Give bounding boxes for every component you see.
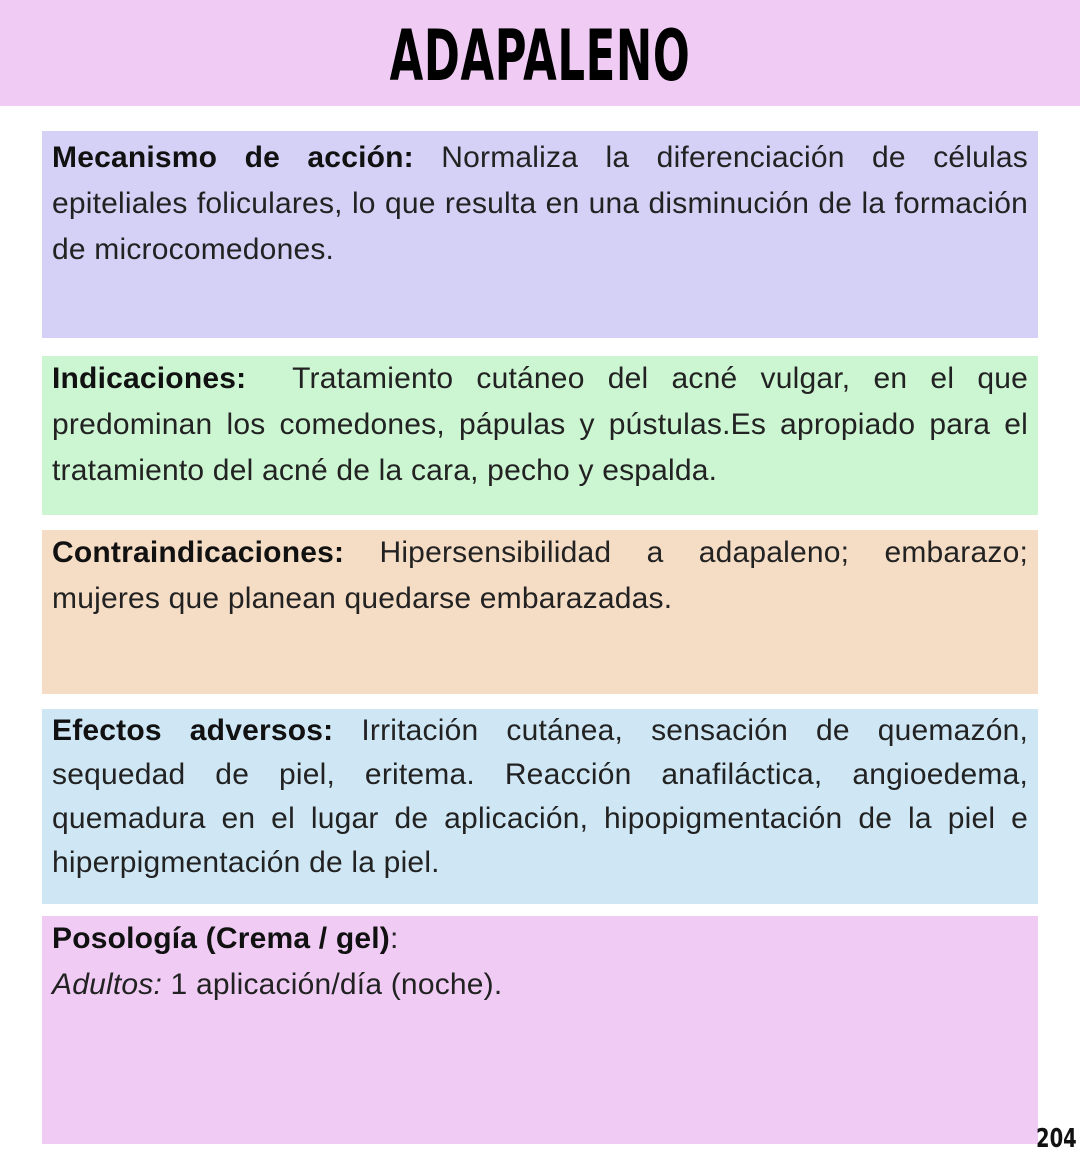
section-text: Tratamiento cutáneo del acné vulgar, en el que predominan los comedones, pápulas y pústulas.Es apropiado para el tratamiento del acné de la cara, pecho y espalda. <box>52 362 1037 487</box>
section-label: Posología (Crema / gel) <box>52 922 390 955</box>
section-label: Indicaciones: <box>52 362 247 395</box>
dose-text: 1 aplicación/día (noche). <box>162 968 503 1001</box>
dose-group: Adultos: <box>52 968 162 1001</box>
page-number: 204 <box>1036 1124 1077 1154</box>
dose-line <box>52 962 1028 1008</box>
section-label: Mecanismo de acción: <box>52 141 414 174</box>
section-text: Normaliza la diferenciación de células epiteliales foliculares, lo que resulta en una disminución de la formación de microcomedones. <box>52 141 1028 266</box>
section-posologia <box>42 916 1038 1144</box>
section-text: Hipersensibilidad a adapaleno; embarazo; mujeres que planean quedarse embarazadas. <box>52 536 1028 615</box>
page-title: ADAPALENO <box>389 15 691 97</box>
section-label: Efectos adversos: <box>52 714 334 747</box>
section-text: Irritación cutánea, sensación de quemazón, sequedad de piel, eritema. Reacción anafiláctica, angioedema, quemadura en el lugar de aplicación, hipopigmentación de la piel e hiperpigmentación de la piel. <box>52 714 1029 879</box>
section-efectos-adversos <box>42 709 1038 904</box>
section-contraindicaciones <box>42 530 1038 694</box>
section-label: Contraindicaciones: <box>52 536 345 569</box>
posologia-heading-line <box>52 916 1028 962</box>
section-mecanismo-de-accion <box>42 131 1038 338</box>
section-label-suffix: : <box>390 922 399 955</box>
section-indicaciones <box>42 356 1038 515</box>
